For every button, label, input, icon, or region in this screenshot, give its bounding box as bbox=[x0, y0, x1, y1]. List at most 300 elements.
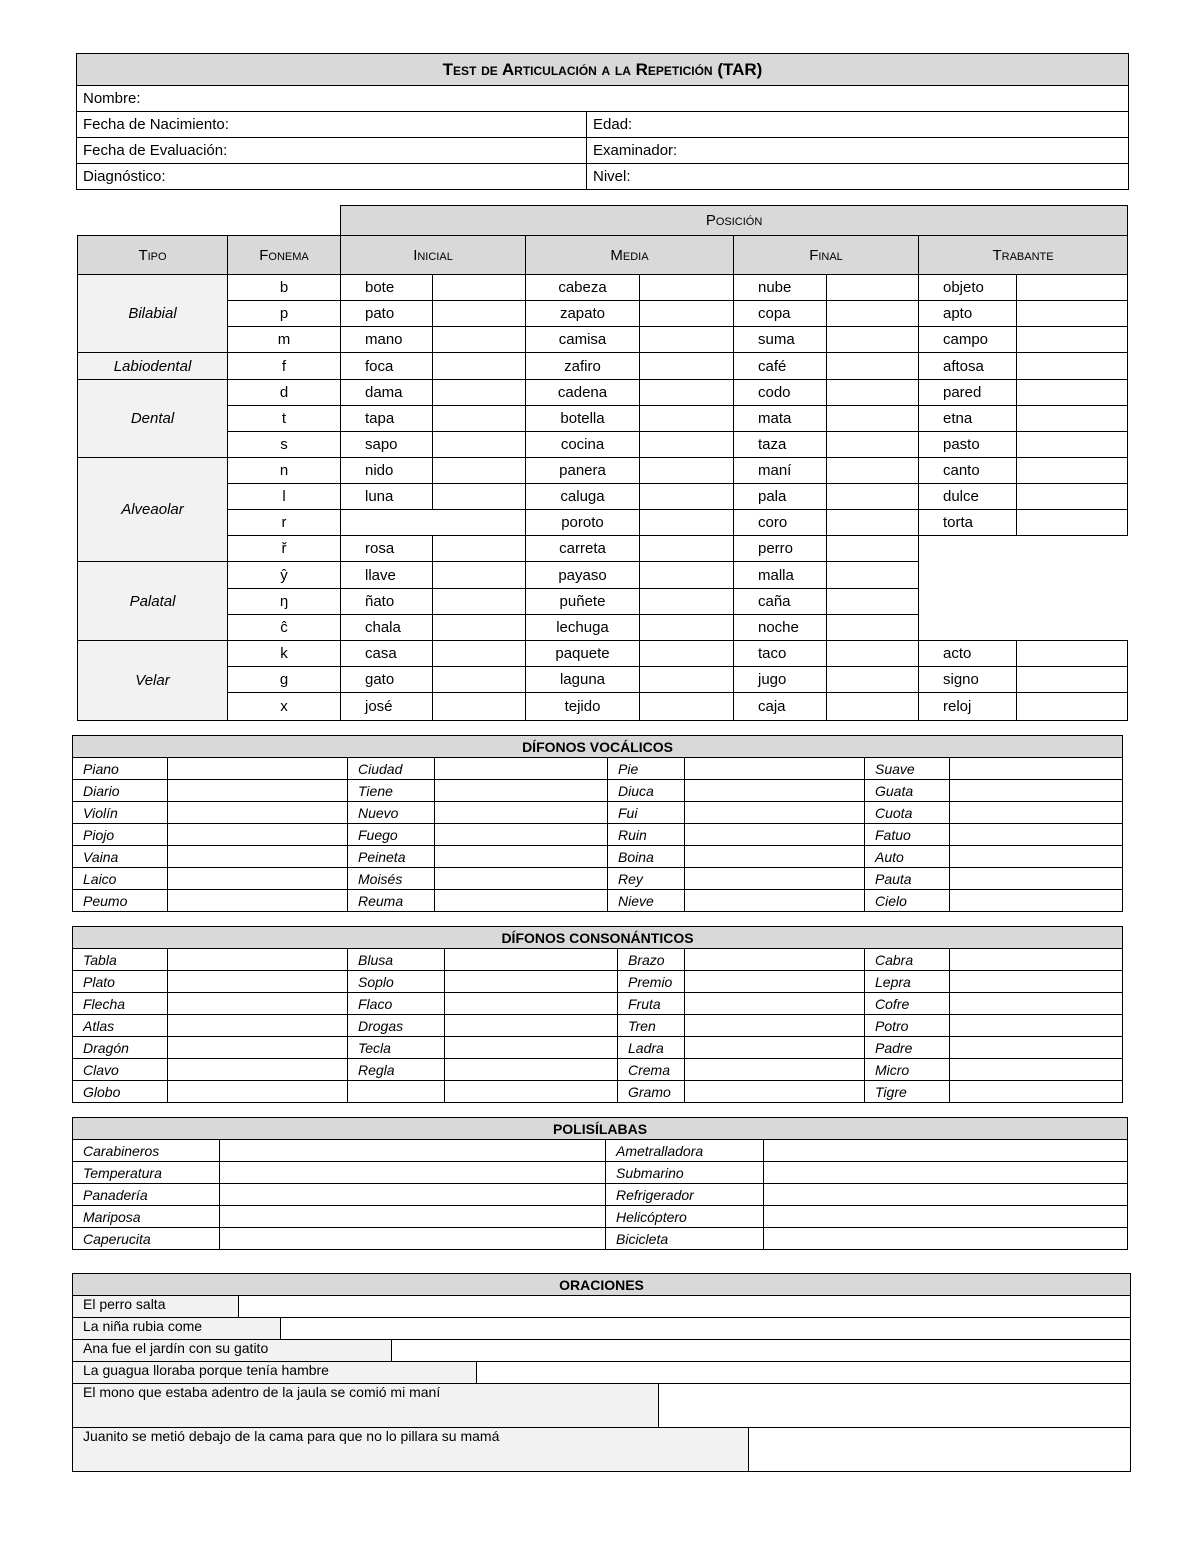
inicial-word: luna bbox=[341, 484, 433, 510]
response-cell[interactable] bbox=[168, 1015, 348, 1037]
inicial-word: dama bbox=[341, 380, 433, 406]
media-word: puñete bbox=[526, 589, 640, 615]
media-response[interactable] bbox=[640, 562, 734, 589]
word-cell: Brazo bbox=[618, 949, 685, 971]
phoneme-row bbox=[78, 615, 1128, 641]
phoneme-table bbox=[77, 205, 1128, 721]
response-cell[interactable] bbox=[168, 971, 348, 993]
response-cell[interactable] bbox=[220, 1206, 606, 1228]
response-cell[interactable] bbox=[950, 824, 1123, 846]
inicial-response[interactable] bbox=[433, 667, 526, 693]
response-cell[interactable] bbox=[764, 1184, 1128, 1206]
response-cell[interactable] bbox=[764, 1206, 1128, 1228]
fonema-cell: d bbox=[228, 380, 341, 406]
word-cell: Flecha bbox=[73, 993, 168, 1015]
response-cell[interactable] bbox=[220, 1140, 606, 1162]
inicial-response[interactable] bbox=[433, 562, 526, 589]
word-cell: Peumo bbox=[73, 890, 168, 912]
trabante-word: pared bbox=[919, 380, 1017, 406]
media-response[interactable] bbox=[640, 589, 734, 615]
word-cell: Temperatura bbox=[73, 1162, 220, 1184]
response-cell[interactable] bbox=[168, 780, 348, 802]
media-word: poroto bbox=[526, 510, 640, 536]
media-response[interactable] bbox=[640, 536, 734, 562]
phoneme-row bbox=[78, 667, 1128, 693]
final-response[interactable] bbox=[827, 301, 919, 327]
word-cell: Tren bbox=[618, 1015, 685, 1037]
response-cell[interactable] bbox=[950, 1015, 1123, 1037]
trabante-response[interactable] bbox=[1017, 406, 1128, 432]
final-response[interactable] bbox=[827, 510, 919, 536]
response-cell[interactable] bbox=[168, 1081, 348, 1103]
media-response[interactable] bbox=[640, 327, 734, 353]
final-response[interactable] bbox=[827, 353, 919, 380]
trabante-word: reloj bbox=[919, 693, 1017, 721]
polisilabas-title: POLISÍLABAS bbox=[73, 1118, 1128, 1140]
response-cell[interactable] bbox=[685, 1059, 865, 1081]
word-cell: Nuevo bbox=[348, 802, 435, 824]
word-cell: Refrigerador bbox=[606, 1184, 764, 1206]
final-response[interactable] bbox=[827, 667, 919, 693]
trabante-response[interactable] bbox=[1017, 667, 1128, 693]
response-cell[interactable] bbox=[950, 890, 1123, 912]
list-row bbox=[73, 1015, 1123, 1037]
response-cell[interactable] bbox=[168, 890, 348, 912]
final-response[interactable] bbox=[827, 484, 919, 510]
inicial-response[interactable] bbox=[433, 327, 526, 353]
inicial-word: josé bbox=[341, 693, 433, 721]
final-response[interactable] bbox=[827, 536, 919, 562]
list-row bbox=[73, 824, 1123, 846]
vocalicos-title: DÍFONOS VOCÁLICOS bbox=[73, 736, 1123, 758]
response-cell[interactable] bbox=[950, 780, 1123, 802]
response-cell[interactable] bbox=[685, 993, 865, 1015]
phoneme-row bbox=[78, 536, 1128, 562]
word-cell: Peineta bbox=[348, 846, 435, 868]
fonema-cell: s bbox=[228, 432, 341, 458]
header-table bbox=[76, 53, 1129, 190]
final-response[interactable] bbox=[827, 615, 919, 641]
inicial-word: llave bbox=[341, 562, 433, 589]
list-row bbox=[73, 971, 1123, 993]
response-cell[interactable] bbox=[685, 846, 865, 868]
final-word: copa bbox=[734, 301, 827, 327]
response-cell[interactable] bbox=[685, 824, 865, 846]
response-cell[interactable] bbox=[685, 949, 865, 971]
word-cell: Piano bbox=[73, 758, 168, 780]
inicial-word: ñato bbox=[341, 589, 433, 615]
response-cell[interactable] bbox=[168, 868, 348, 890]
response-cell[interactable] bbox=[168, 758, 348, 780]
response-cell[interactable] bbox=[435, 780, 608, 802]
inicial-response[interactable] bbox=[433, 536, 526, 562]
inicial-response[interactable] bbox=[433, 406, 526, 432]
trabante-response[interactable] bbox=[1017, 484, 1128, 510]
word-cell: Nieve bbox=[608, 890, 685, 912]
final-response[interactable] bbox=[827, 432, 919, 458]
trabante-response[interactable] bbox=[1017, 380, 1128, 406]
word-cell: Diario bbox=[73, 780, 168, 802]
word-cell: Vaina bbox=[73, 846, 168, 868]
response-cell[interactable] bbox=[435, 846, 608, 868]
oracion-response[interactable] bbox=[392, 1340, 1131, 1362]
response-cell[interactable] bbox=[950, 846, 1123, 868]
word-cell: Ladra bbox=[618, 1037, 685, 1059]
final-response[interactable] bbox=[827, 693, 919, 721]
word-cell: Cabra bbox=[865, 949, 950, 971]
media-response[interactable] bbox=[640, 432, 734, 458]
response-cell[interactable] bbox=[950, 1081, 1123, 1103]
word-cell: Moisés bbox=[348, 868, 435, 890]
final-response[interactable] bbox=[827, 589, 919, 615]
final-word: codo bbox=[734, 380, 827, 406]
response-cell[interactable] bbox=[435, 890, 608, 912]
word-cell: Rey bbox=[608, 868, 685, 890]
word-cell bbox=[348, 1081, 445, 1103]
tipo-cell: Bilabial bbox=[78, 275, 228, 353]
inicial-word: gato bbox=[341, 667, 433, 693]
final-word: malla bbox=[734, 562, 827, 589]
media-word: zafiro bbox=[526, 353, 640, 380]
word-cell: Tigre bbox=[865, 1081, 950, 1103]
response-cell[interactable] bbox=[445, 993, 618, 1015]
word-cell: Laico bbox=[73, 868, 168, 890]
difonos-vocalicos-table bbox=[72, 735, 1123, 912]
trabante-empty-cell bbox=[919, 615, 1128, 641]
phoneme-row bbox=[78, 641, 1128, 667]
fonema-cell: r bbox=[228, 510, 341, 536]
final-word: taco bbox=[734, 641, 827, 667]
word-cell: Drogas bbox=[348, 1015, 445, 1037]
word-cell: Pauta bbox=[865, 868, 950, 890]
response-cell[interactable] bbox=[445, 1081, 618, 1103]
media-word: tejido bbox=[526, 693, 640, 721]
phoneme-row bbox=[78, 693, 1128, 721]
trabante-word: dulce bbox=[919, 484, 1017, 510]
final-response[interactable] bbox=[827, 641, 919, 667]
trabante-response[interactable] bbox=[1017, 275, 1128, 301]
response-cell[interactable] bbox=[220, 1162, 606, 1184]
response-cell[interactable] bbox=[685, 780, 865, 802]
media-response[interactable] bbox=[640, 353, 734, 380]
tipo-cell: Dental bbox=[78, 380, 228, 458]
fonema-cell: m bbox=[228, 327, 341, 353]
nombre-field[interactable]: Nombre: bbox=[77, 86, 1129, 112]
word-cell: Mariposa bbox=[73, 1206, 220, 1228]
final-response[interactable] bbox=[827, 380, 919, 406]
response-cell[interactable] bbox=[950, 993, 1123, 1015]
word-cell: Pie bbox=[608, 758, 685, 780]
response-cell[interactable] bbox=[435, 824, 608, 846]
list-row bbox=[73, 1140, 1128, 1162]
response-cell[interactable] bbox=[435, 868, 608, 890]
response-cell[interactable] bbox=[685, 802, 865, 824]
inicial-response[interactable] bbox=[433, 275, 526, 301]
word-cell: Blusa bbox=[348, 949, 445, 971]
trabante-word: signo bbox=[919, 667, 1017, 693]
examinador-field[interactable]: Examinador: bbox=[587, 138, 1129, 164]
response-cell[interactable] bbox=[685, 971, 865, 993]
word-cell: Submarino bbox=[606, 1162, 764, 1184]
nivel-field[interactable]: Nivel: bbox=[587, 164, 1129, 190]
media-response[interactable] bbox=[640, 510, 734, 536]
trabante-word: acto bbox=[919, 641, 1017, 667]
oracion-label: La guagua lloraba porque tenía hambre bbox=[73, 1362, 477, 1384]
phoneme-row bbox=[78, 301, 1128, 327]
media-response[interactable] bbox=[640, 406, 734, 432]
response-cell[interactable] bbox=[168, 1037, 348, 1059]
word-cell: Boina bbox=[608, 846, 685, 868]
oracion-response[interactable] bbox=[477, 1362, 1131, 1384]
oracion-label: Juanito se metió debajo de la cama para que no lo pillara su mamá bbox=[73, 1428, 749, 1472]
media-word: payaso bbox=[526, 562, 640, 589]
media-word: cadena bbox=[526, 380, 640, 406]
word-cell: Reuma bbox=[348, 890, 435, 912]
trabante-empty-cell bbox=[919, 589, 1128, 615]
response-cell[interactable] bbox=[220, 1184, 606, 1206]
word-cell: Micro bbox=[865, 1059, 950, 1081]
inicial-response[interactable] bbox=[433, 353, 526, 380]
list-row bbox=[73, 1228, 1128, 1250]
tipo-cell: Alveaolar bbox=[78, 458, 228, 562]
media-response[interactable] bbox=[640, 615, 734, 641]
list-row bbox=[73, 758, 1123, 780]
trabante-response[interactable] bbox=[1017, 327, 1128, 353]
word-cell: Clavo bbox=[73, 1059, 168, 1081]
media-word: panera bbox=[526, 458, 640, 484]
response-cell[interactable] bbox=[950, 1059, 1123, 1081]
inicial-response[interactable] bbox=[433, 693, 526, 721]
inicial-word: chala bbox=[341, 615, 433, 641]
media-response[interactable] bbox=[640, 380, 734, 406]
trabante-header: Trabante bbox=[919, 236, 1128, 275]
word-cell: Cielo bbox=[865, 890, 950, 912]
trabante-response[interactable] bbox=[1017, 693, 1128, 721]
consonanticos-title: DÍFONOS CONSONÁNTICOS bbox=[73, 927, 1123, 949]
response-cell[interactable] bbox=[950, 971, 1123, 993]
list-row bbox=[73, 780, 1123, 802]
phoneme-row bbox=[78, 353, 1128, 380]
word-cell: Cuota bbox=[865, 802, 950, 824]
inicial-word: sapo bbox=[341, 432, 433, 458]
response-cell[interactable] bbox=[435, 758, 608, 780]
response-cell[interactable] bbox=[435, 802, 608, 824]
final-response[interactable] bbox=[827, 562, 919, 589]
response-cell[interactable] bbox=[220, 1228, 606, 1250]
inicial-response[interactable] bbox=[433, 301, 526, 327]
edad-field[interactable]: Edad: bbox=[587, 112, 1129, 138]
fonema-cell: ĉ bbox=[228, 615, 341, 641]
response-cell[interactable] bbox=[168, 949, 348, 971]
oracion-response[interactable] bbox=[239, 1296, 1131, 1318]
inicial-response[interactable] bbox=[433, 432, 526, 458]
trabante-response[interactable] bbox=[1017, 458, 1128, 484]
media-word: zapato bbox=[526, 301, 640, 327]
media-response[interactable] bbox=[640, 484, 734, 510]
response-cell[interactable] bbox=[168, 846, 348, 868]
diagnostico-field[interactable]: Diagnóstico: bbox=[77, 164, 587, 190]
response-cell[interactable] bbox=[445, 949, 618, 971]
response-cell[interactable] bbox=[445, 971, 618, 993]
inicial-word: bote bbox=[341, 275, 433, 301]
media-response[interactable] bbox=[640, 641, 734, 667]
final-word: caña bbox=[734, 589, 827, 615]
oracion-label: El mono que estaba adentro de la jaula se comió mi maní bbox=[73, 1384, 659, 1428]
media-header: Media bbox=[526, 236, 734, 275]
response-cell[interactable] bbox=[950, 1037, 1123, 1059]
phoneme-row bbox=[78, 380, 1128, 406]
response-cell[interactable] bbox=[950, 802, 1123, 824]
trabante-response[interactable] bbox=[1017, 641, 1128, 667]
word-cell: Dragón bbox=[73, 1037, 168, 1059]
trabante-word: etna bbox=[919, 406, 1017, 432]
trabante-response[interactable] bbox=[1017, 301, 1128, 327]
response-cell[interactable] bbox=[764, 1162, 1128, 1184]
oraciones-title: ORACIONES bbox=[73, 1274, 1131, 1296]
word-cell: Regla bbox=[348, 1059, 445, 1081]
word-cell: Suave bbox=[865, 758, 950, 780]
inicial-response[interactable] bbox=[433, 589, 526, 615]
difonos-consonanticos-table bbox=[72, 926, 1123, 1103]
page-title: Test de Articulación a la Repetición (TAR) bbox=[77, 54, 1129, 86]
oracion-response[interactable] bbox=[749, 1428, 1131, 1472]
final-word: nube bbox=[734, 275, 827, 301]
inicial-response[interactable] bbox=[433, 458, 526, 484]
list-row bbox=[73, 1184, 1128, 1206]
trabante-word: apto bbox=[919, 301, 1017, 327]
final-word: jugo bbox=[734, 667, 827, 693]
fonema-cell: l bbox=[228, 484, 341, 510]
media-word: lechuga bbox=[526, 615, 640, 641]
media-word: caluga bbox=[526, 484, 640, 510]
trabante-word: torta bbox=[919, 510, 1017, 536]
inicial-response[interactable] bbox=[433, 380, 526, 406]
fecha-evaluacion-field[interactable]: Fecha de Evaluación: bbox=[77, 138, 587, 164]
final-word: taza bbox=[734, 432, 827, 458]
word-cell: Fuego bbox=[348, 824, 435, 846]
oracion-response[interactable] bbox=[659, 1384, 1131, 1428]
list-row bbox=[73, 802, 1123, 824]
trabante-word: campo bbox=[919, 327, 1017, 353]
list-row bbox=[73, 949, 1123, 971]
media-response[interactable] bbox=[640, 301, 734, 327]
inicial-word: tapa bbox=[341, 406, 433, 432]
list-row bbox=[73, 890, 1123, 912]
fecha-nacimiento-field[interactable]: Fecha de Nacimiento: bbox=[77, 112, 587, 138]
response-cell[interactable] bbox=[685, 890, 865, 912]
final-word: caja bbox=[734, 693, 827, 721]
fonema-cell: ř bbox=[228, 536, 341, 562]
response-cell[interactable] bbox=[764, 1140, 1128, 1162]
inicial-response[interactable] bbox=[433, 615, 526, 641]
response-cell[interactable] bbox=[685, 868, 865, 890]
final-response[interactable] bbox=[827, 458, 919, 484]
response-cell[interactable] bbox=[950, 868, 1123, 890]
word-cell: Panadería bbox=[73, 1184, 220, 1206]
fonema-cell: k bbox=[228, 641, 341, 667]
final-response[interactable] bbox=[827, 406, 919, 432]
response-cell[interactable] bbox=[950, 758, 1123, 780]
response-cell[interactable] bbox=[168, 824, 348, 846]
final-response[interactable] bbox=[827, 275, 919, 301]
response-cell[interactable] bbox=[685, 758, 865, 780]
response-cell[interactable] bbox=[445, 1059, 618, 1081]
trabante-empty-cell bbox=[919, 562, 1128, 589]
fonema-cell: n bbox=[228, 458, 341, 484]
word-cell: Tabla bbox=[73, 949, 168, 971]
fonema-cell: b bbox=[228, 275, 341, 301]
word-cell: Cofre bbox=[865, 993, 950, 1015]
final-word: mata bbox=[734, 406, 827, 432]
fonema-cell: g bbox=[228, 667, 341, 693]
oracion-response[interactable] bbox=[281, 1318, 1131, 1340]
response-cell[interactable] bbox=[685, 1015, 865, 1037]
response-cell[interactable] bbox=[950, 949, 1123, 971]
trabante-word: canto bbox=[919, 458, 1017, 484]
tipo-cell: Velar bbox=[78, 641, 228, 721]
list-row bbox=[73, 868, 1123, 890]
media-response[interactable] bbox=[640, 275, 734, 301]
list-row bbox=[73, 1037, 1123, 1059]
inicial-word: casa bbox=[341, 641, 433, 667]
final-word: noche bbox=[734, 615, 827, 641]
response-cell[interactable] bbox=[168, 993, 348, 1015]
inicial-response[interactable] bbox=[433, 641, 526, 667]
media-response[interactable] bbox=[640, 693, 734, 721]
word-cell: Caperucita bbox=[73, 1228, 220, 1250]
media-response[interactable] bbox=[640, 667, 734, 693]
word-cell: Lepra bbox=[865, 971, 950, 993]
trabante-response[interactable] bbox=[1017, 510, 1128, 536]
inicial-word: mano bbox=[341, 327, 433, 353]
response-cell[interactable] bbox=[168, 1059, 348, 1081]
word-cell: Plato bbox=[73, 971, 168, 993]
list-row bbox=[73, 993, 1123, 1015]
trabante-response[interactable] bbox=[1017, 432, 1128, 458]
trabante-word: aftosa bbox=[919, 353, 1017, 380]
response-cell[interactable] bbox=[445, 1015, 618, 1037]
phoneme-row bbox=[78, 562, 1128, 589]
inicial-header: Inicial bbox=[341, 236, 526, 275]
response-cell[interactable] bbox=[685, 1081, 865, 1103]
media-word: cocina bbox=[526, 432, 640, 458]
inicial-word: pato bbox=[341, 301, 433, 327]
fonema-cell: t bbox=[228, 406, 341, 432]
list-row bbox=[73, 1059, 1123, 1081]
media-word: laguna bbox=[526, 667, 640, 693]
final-word: maní bbox=[734, 458, 827, 484]
oracion-label: El perro salta bbox=[73, 1296, 239, 1318]
response-cell[interactable] bbox=[445, 1037, 618, 1059]
response-cell[interactable] bbox=[764, 1228, 1128, 1250]
word-cell: Diuca bbox=[608, 780, 685, 802]
response-cell[interactable] bbox=[685, 1037, 865, 1059]
word-cell: Gramo bbox=[618, 1081, 685, 1103]
trabante-word: objeto bbox=[919, 275, 1017, 301]
inicial-response[interactable] bbox=[433, 484, 526, 510]
final-word: pala bbox=[734, 484, 827, 510]
list-row bbox=[73, 1162, 1128, 1184]
response-cell[interactable] bbox=[168, 802, 348, 824]
list-row bbox=[73, 846, 1123, 868]
fonema-header: Fonema bbox=[228, 236, 341, 275]
trabante-response[interactable] bbox=[1017, 353, 1128, 380]
media-response[interactable] bbox=[640, 458, 734, 484]
word-cell: Tiene bbox=[348, 780, 435, 802]
final-response[interactable] bbox=[827, 327, 919, 353]
word-cell: Fruta bbox=[618, 993, 685, 1015]
phoneme-row bbox=[78, 458, 1128, 484]
